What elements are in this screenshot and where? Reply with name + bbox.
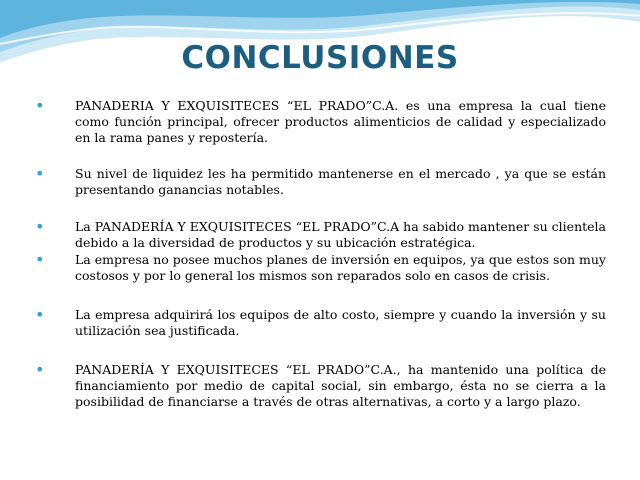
bullet-icon: •	[35, 305, 45, 324]
list-item	[30, 362, 606, 410]
list-item	[30, 307, 606, 339]
bullet-icon: •	[35, 164, 45, 183]
list-item	[30, 98, 606, 146]
bullet-text: PANADERIA Y EXQUISITECES “EL PRADO”C.A. es una empresa la cual tiene como función principal, ofrecer productos alimenticios de calidad y especializado en la rama panes y repostería.	[75, 98, 606, 145]
list-item	[30, 252, 606, 284]
bullet-text: PANADERÍA Y EXQUISITECES “EL PRADO”C.A., ha mantenido una política de financiamiento por medio de capital social, sin embargo, ésta no se cierra a la posibilidad de financiarse a través de otras alternativas, a corto y a largo plazo.	[75, 362, 606, 409]
bullet-icon: •	[35, 217, 45, 236]
bullet-icon: •	[35, 96, 45, 115]
bullet-text: Su nivel de liquidez les ha permitido mantenerse en el mercado , ya que se están presentando ganancias notables.	[75, 166, 606, 197]
conclusions-list	[30, 98, 606, 410]
list-item	[30, 219, 606, 251]
bullet-text: La empresa no posee muchos planes de inversión en equipos, ya que estos son muy costosos y por lo general los mismos son reparados solo en casos de crisis.	[75, 252, 606, 283]
bullet-icon: •	[35, 250, 45, 269]
list-item	[30, 166, 606, 198]
slide-title: CONCLUSIONES	[181, 40, 459, 76]
bullet-icon: •	[35, 360, 45, 379]
bullet-text: La PANADERÍA Y EXQUISITECES “EL PRADO”C.A ha sabido mantener su clientela debido a la diversidad de productos y su ubicación estratégica.	[75, 219, 606, 250]
bullet-text: La empresa adquirirá los equipos de alto costo, siempre y cuando la inversión y su utilización sea justificada.	[75, 307, 606, 338]
